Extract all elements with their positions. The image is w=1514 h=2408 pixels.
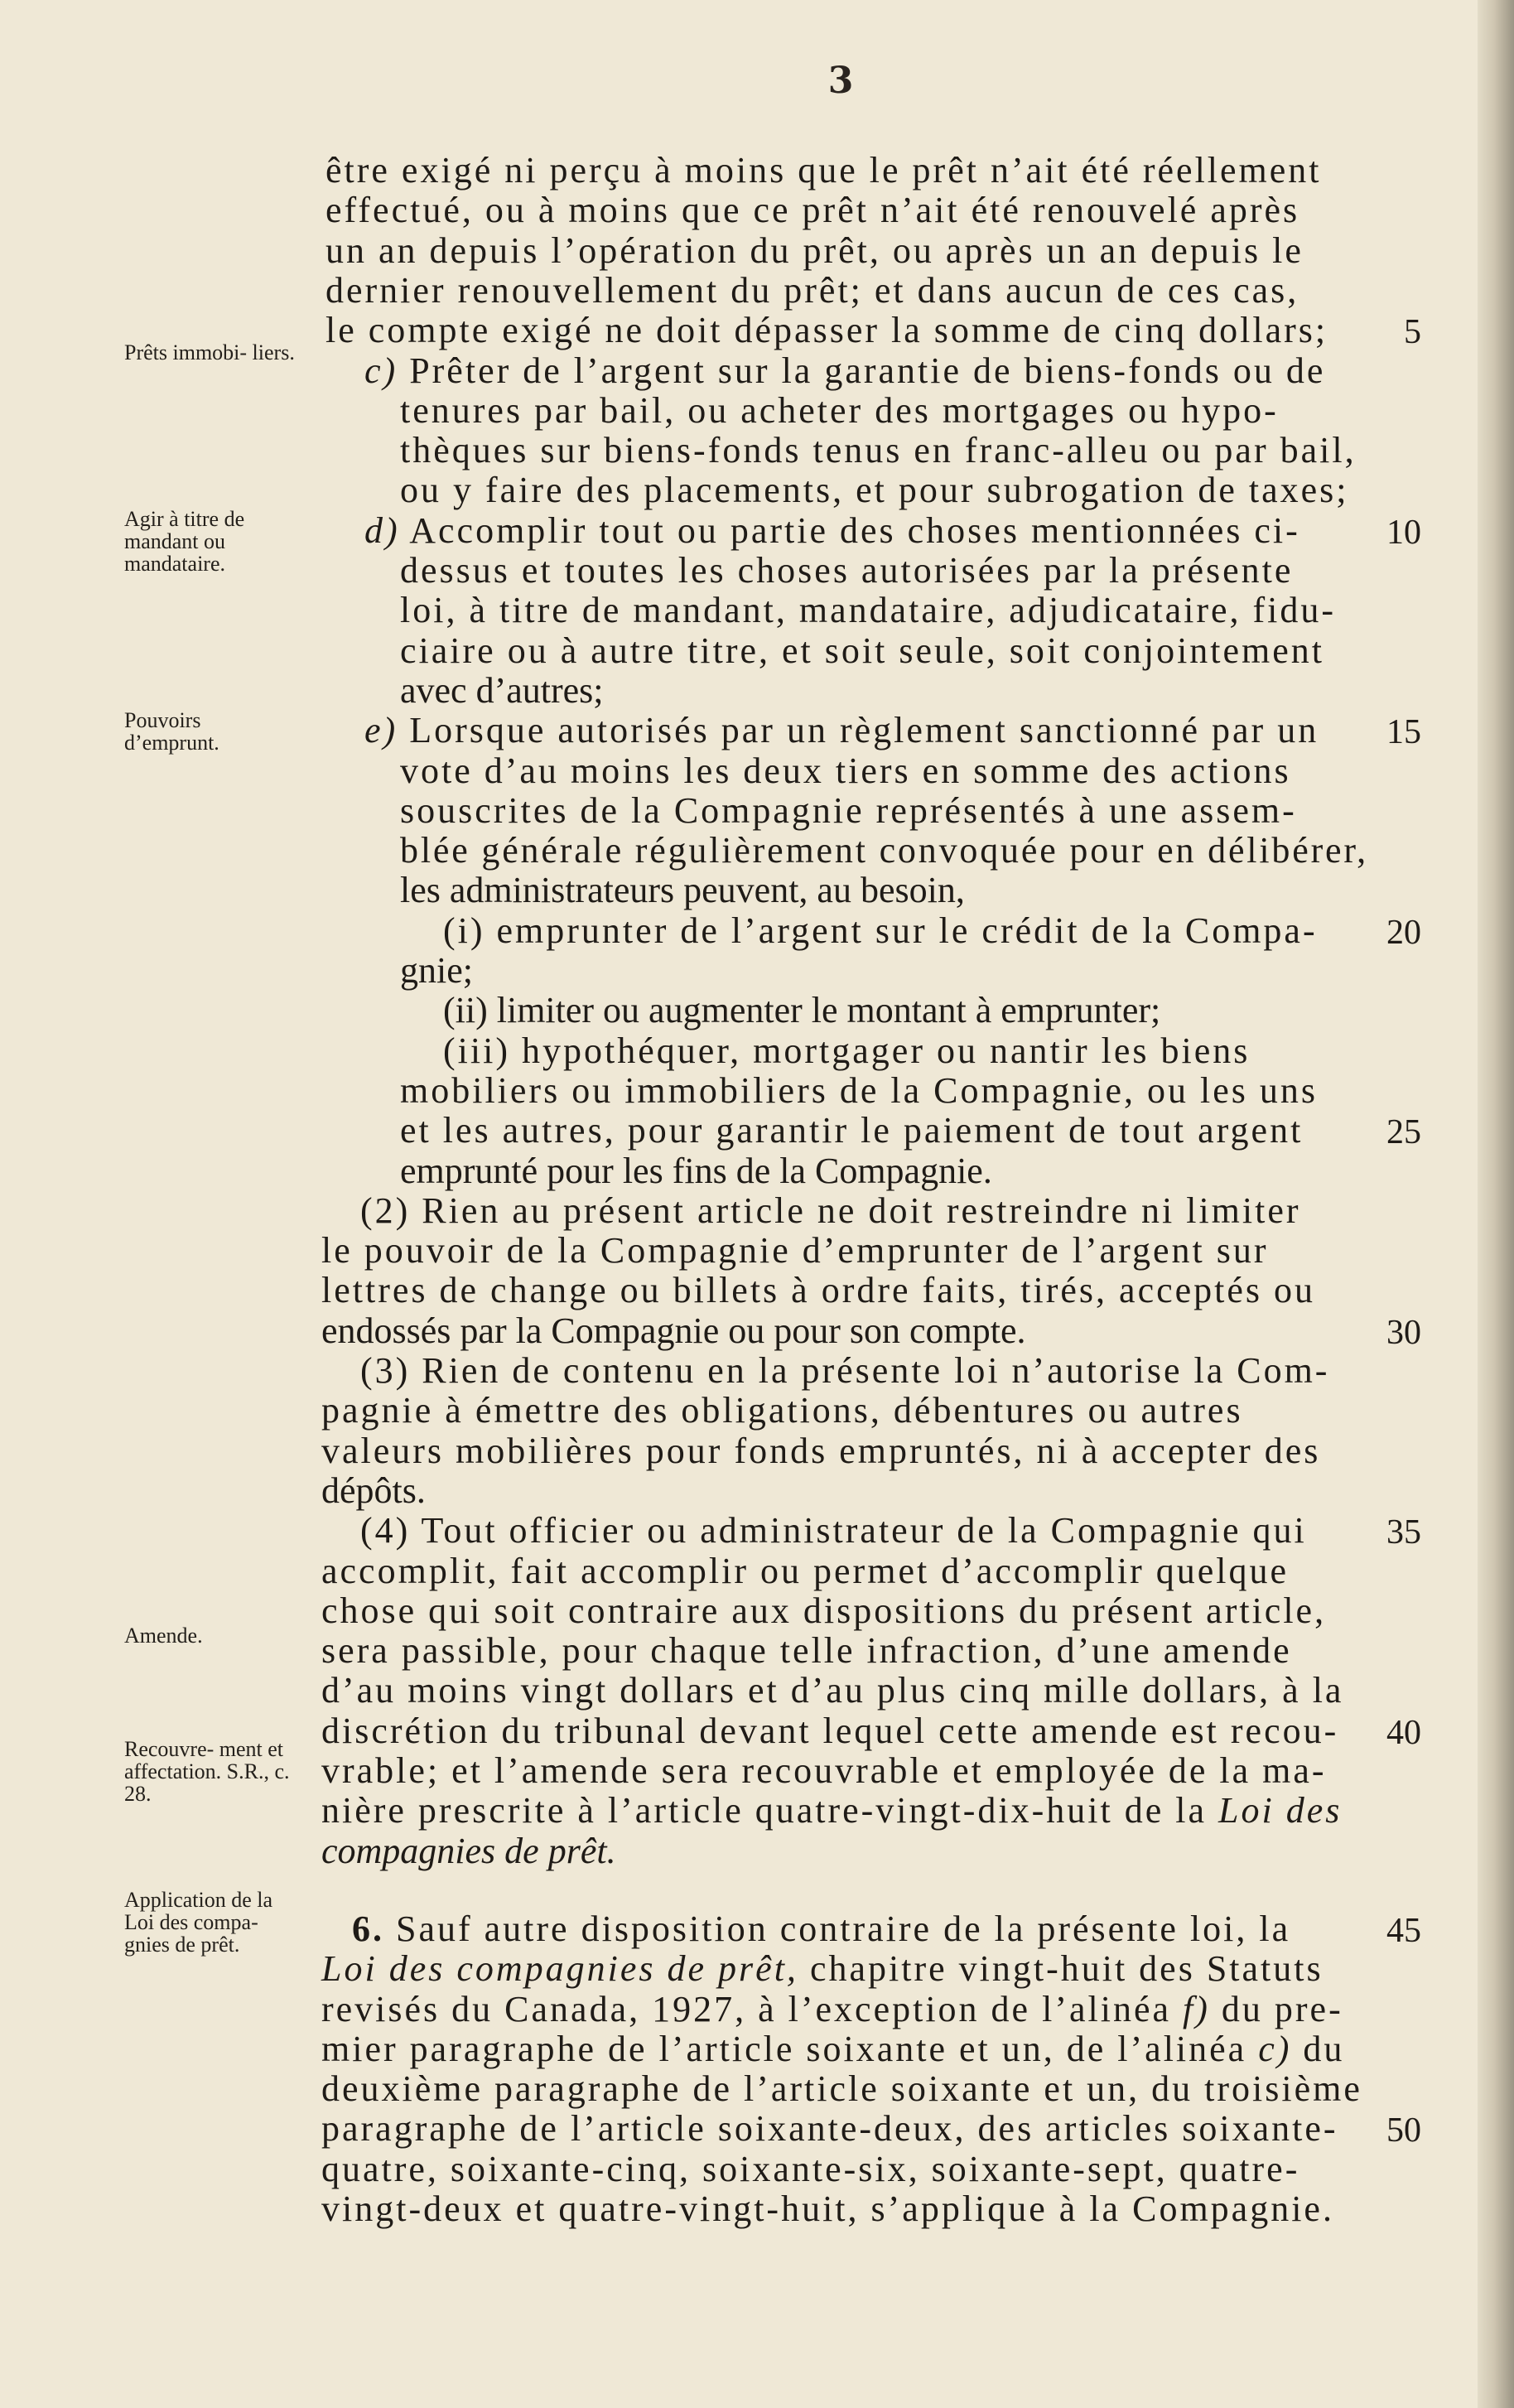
line-number: 45: [1386, 1911, 1421, 1950]
text-line: [321, 1631, 1292, 1671]
text-line: [321, 1791, 1342, 1831]
line-number: 20: [1386, 913, 1421, 952]
text-line: [325, 271, 1299, 311]
text-run: accomplit, fait accomplir ou permet d’accomplir quelque: [321, 1550, 1290, 1591]
text-run: blée générale régulièrement convoquée pour en délibérer,: [400, 830, 1368, 871]
text-run: deuxième paragraphe de l’article soixante et un, du troisième: [321, 2068, 1362, 2110]
line-number: 5: [1404, 313, 1421, 352]
line-number: 10: [1386, 513, 1421, 552]
text-run: dépôts.: [321, 1469, 426, 1511]
text-run: tenures par bail, ou acheter des mortgages ou hypo-: [400, 389, 1279, 431]
text-line: [325, 231, 1304, 271]
text-line: [400, 391, 1279, 431]
text-line: [400, 671, 604, 711]
text-run: d): [364, 509, 400, 551]
sidenote-pouvoirs-emprunt: Pouvoirs d’emprunt.: [124, 708, 219, 755]
text-run: (i) emprunter de l’argent sur le crédit de la Compa-: [443, 910, 1318, 951]
text-run: nière prescrite à l’article quatre-vingt-dix-huit de la: [321, 1790, 1219, 1831]
text-run: ou y faire des placements, et pour subrogation de taxes;: [400, 470, 1349, 511]
page-number: 3: [827, 60, 854, 102]
text-run: emprunté pour les fins de la Compagnie.: [400, 1150, 992, 1191]
text-line: [321, 1431, 1320, 1471]
text-run: mier paragraphe de l’article soixante et un, de l’alinéa: [321, 2028, 1259, 2069]
line-number: 15: [1386, 713, 1421, 752]
text-run: effectué, ou à moins que ce prêt n’ait été renouvelé après: [325, 190, 1300, 231]
text-run: dessus et toutes les choses autorisées par la présente: [400, 550, 1294, 591]
text-line: [400, 751, 1291, 791]
text-run: 6.: [352, 1908, 384, 1949]
text-line: [400, 631, 1324, 671]
text-line: [321, 1711, 1338, 1751]
text-run: les administrateurs peuvent, au besoin,: [400, 870, 965, 911]
text-run: dernier renouvellement du prêt; et dans aucun de ces cas,: [325, 269, 1299, 311]
text-run: thèques sur biens-fonds tenus en franc-alleu ou par bail,: [400, 430, 1357, 471]
text-run: Sauf autre disposition contraire de la présente loi, la: [384, 1908, 1291, 1949]
line-number: 25: [1386, 1113, 1421, 1152]
text-line: [321, 1949, 1324, 1989]
text-line: [400, 871, 965, 910]
text-line: [400, 1071, 1318, 1111]
sidenote-amende: Amende.: [124, 1624, 203, 1648]
text-run: loi, à titre de mandant, mandataire, adjudicataire, fidu-: [400, 590, 1337, 631]
text-line: [443, 991, 1160, 1030]
text-run: Loi des compagnies de prêt,: [321, 1948, 798, 1990]
text-run: souscrites de la Compagnie représentés à une assem-: [400, 789, 1297, 831]
text-line: [321, 1391, 1243, 1431]
text-line: [400, 951, 473, 991]
text-run: lettres de change ou billets à ordre faits, tirés, acceptés ou: [321, 1270, 1316, 1311]
text-line: [400, 431, 1357, 471]
text-run: (4) Tout officier ou administrateur de la Compagnie qui: [360, 1510, 1307, 1551]
text-line: [321, 1271, 1315, 1310]
text-run: (3) Rien de contenu en la présente loi n’autorise la Com-: [360, 1350, 1330, 1391]
sidenote-agir-mandant: Agir à titre de mandant ou mandataire.: [124, 507, 245, 576]
text-run: paragraphe de l’article soixante-deux, des articles soixante-: [321, 2108, 1338, 2150]
text-line: [321, 1471, 426, 1511]
text-run: chose qui soit contraire aux dispositions du présent article,: [321, 1590, 1327, 1631]
text-run: vrable; et l’amende sera recouvrable et employée de la ma-: [321, 1750, 1327, 1791]
text-line: [400, 831, 1368, 871]
text-line: [443, 911, 1318, 951]
text-run: ciaire ou à autre titre, et soit seule, soit conjointement: [400, 630, 1325, 671]
text-line: [400, 791, 1297, 831]
text-run: c): [1258, 2028, 1292, 2069]
text-line: [321, 1311, 1026, 1351]
sidenote-prets-immobiliers: Prêts immobi- liers.: [124, 340, 295, 364]
text-line: [400, 1111, 1303, 1151]
text-run: gnie;: [400, 950, 473, 991]
text-line: [364, 351, 1325, 391]
text-line: [400, 1151, 992, 1191]
text-line: [321, 1671, 1343, 1711]
text-run: (iii) hypothéquer, mortgager ou nantir les biens: [443, 1030, 1251, 1071]
text-run: vingt-deux et quatre-vingt-huit, s’applique à la Compagnie.: [321, 2188, 1334, 2229]
text-run: Prêter de l’argent sur la garantie de biens-fonds ou de: [398, 350, 1326, 391]
text-line: [321, 1591, 1326, 1631]
line-number: 35: [1386, 1513, 1421, 1552]
text-line: [360, 1351, 1329, 1391]
text-run: c): [364, 350, 398, 391]
text-run: être exigé ni perçu à moins que le prêt n’ait été réellement: [325, 150, 1322, 191]
text-run: (2) Rien au présent article ne doit restreindre ni limiter: [360, 1190, 1301, 1231]
text-run: chapitre vingt-huit des Statuts: [798, 1948, 1324, 1990]
text-run: et les autres, pour garantir le paiement de tout argent: [400, 1110, 1304, 1151]
text-run: le pouvoir de la Compagnie d’emprunter de l’argent sur: [321, 1230, 1269, 1272]
text-run: Loi des: [1218, 1790, 1343, 1831]
text-run: Lorsque autorisés par un règlement sanctionné par un: [398, 710, 1319, 751]
text-line: [364, 511, 1300, 551]
text-line: [321, 2069, 1362, 2109]
text-line: [321, 2109, 1338, 2149]
text-run: (ii) limiter ou augmenter le montant à emprunter;: [443, 990, 1161, 1031]
text-run: avec d’autres;: [400, 669, 604, 711]
text-line: [321, 1990, 1343, 2029]
text-line: [321, 2029, 1344, 2069]
page-edge-shadow: [1478, 0, 1514, 2408]
sidenote-recouvrement: Recouvre- ment et affectation. S.R., c. 28.: [124, 1737, 290, 1806]
text-line: [325, 151, 1322, 191]
line-number: 50: [1386, 2111, 1421, 2150]
sidenote-application-loi: Application de la Loi des compa- gnies de prêt.: [124, 1888, 273, 1957]
text-line: [321, 1831, 616, 1871]
text-line: [321, 1231, 1269, 1271]
text-run: quatre, soixante-cinq, soixante-six, soixante-sept, quatre-: [321, 2148, 1300, 2189]
text-run: e): [364, 710, 398, 751]
text-run: du pre-: [1209, 1988, 1343, 2029]
text-run: mobiliers ou immobiliers de la Compagnie, ou les uns: [400, 1069, 1318, 1111]
text-line: [325, 191, 1299, 230]
text-line: [325, 311, 1328, 350]
text-line: [443, 1031, 1250, 1071]
text-run: un an depuis l’opération du prêt, ou après un an depuis le: [325, 229, 1304, 271]
text-run: f): [1183, 1988, 1210, 2029]
text-line: [400, 591, 1336, 630]
text-run: le compte exigé ne doit dépasser la somme de cinq dollars;: [325, 310, 1328, 351]
text-run: compagnies de prêt.: [321, 1830, 616, 1871]
text-line: [321, 1751, 1327, 1791]
line-number: 40: [1386, 1713, 1421, 1752]
text-line: [400, 471, 1348, 510]
text-run: sera passible, pour chaque telle infraction, d’une amende: [321, 1630, 1292, 1672]
text-run: du: [1291, 2028, 1345, 2069]
text-run: discrétion du tribunal devant lequel cette amende est recou-: [321, 1710, 1339, 1751]
text-run: Accomplir tout ou partie des choses mentionnées ci-: [399, 509, 1300, 551]
text-line: [360, 1511, 1307, 1551]
text-run: valeurs mobilières pour fonds empruntés, ni à accepter des: [321, 1430, 1321, 1471]
text-run: vote d’au moins les deux tiers en somme des actions: [400, 750, 1291, 791]
text-line: [321, 2150, 1299, 2189]
text-run: endossés par la Compagnie ou pour son compte.: [321, 1310, 1026, 1351]
text-line: [321, 1551, 1289, 1591]
text-run: revisés du Canada, 1927, à l’exception de l’alinéa: [321, 1988, 1184, 2029]
line-number: 30: [1386, 1313, 1421, 1352]
text-run: d’au moins vingt dollars et d’au plus cinq mille dollars, à la: [321, 1670, 1344, 1711]
text-line: [321, 2189, 1334, 2229]
text-line: [360, 1191, 1301, 1231]
text-line: [352, 1909, 1290, 1949]
text-line: [400, 551, 1293, 591]
text-line: [364, 711, 1319, 750]
text-run: pagnie à émettre des obligations, débentures ou autres: [321, 1390, 1243, 1431]
